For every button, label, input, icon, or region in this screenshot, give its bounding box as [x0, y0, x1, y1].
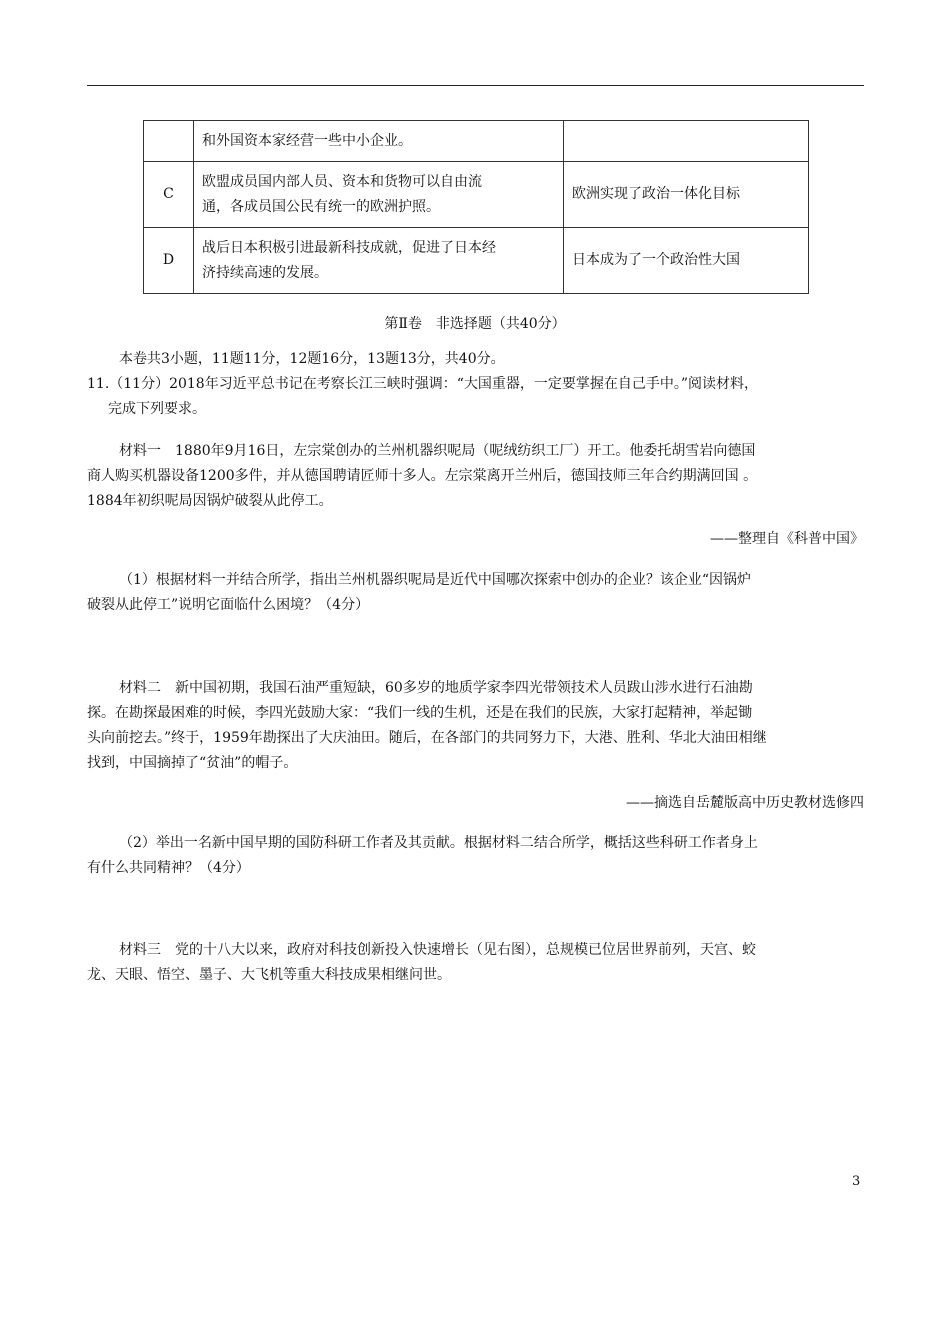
question-11-stem [87, 372, 864, 422]
option-conclusion: 日本成为了一个政治性大国 [564, 228, 809, 294]
question-2-line: 有什么共同精神？（4分） [87, 860, 250, 876]
answer-options-table [143, 120, 809, 294]
question-1-line: 破裂从此停工”说明它面临什么困境？（4分） [87, 597, 370, 613]
material-3-line: 龙、天眼、悟空、墨子、大飞机等重大科技成果相继问世。 [87, 967, 451, 983]
page-number: 3 [852, 1174, 861, 1189]
statement-line: 欧盟成员国内部人员、资本和货物可以自由流 [202, 173, 482, 190]
option-statement [194, 228, 564, 294]
material-1-line: 1884年初织呢局因锅炉破裂从此停工。 [87, 493, 333, 509]
section-title: 第Ⅱ卷 非选择题（共40分） [384, 316, 566, 332]
option-conclusion: 欧洲实现了政治一体化目标 [564, 162, 809, 228]
question-1 [87, 568, 864, 618]
option-statement [194, 162, 564, 228]
option-letter [144, 121, 194, 162]
material-3-line: 材料三 党的十八大以来，政府对科技创新投入快速增长（见右图），总规模已位居世界前列，天宫、蛟 [119, 942, 756, 958]
material-1-line: 商人购买机器设备1200多件，并从德国聘请匠师十多人。左宗棠离开兰州后，德国技师三年合约期满回国 。 [87, 468, 758, 484]
question-1-line: （1）根据材料一并结合所学，指出兰州机器织呢局是近代中国哪次探索中创办的企业？该企业“因锅炉 [119, 572, 752, 588]
material-2 [87, 676, 864, 776]
source-text: ——摘选自岳麓版高中历史教材选修四 [626, 795, 864, 811]
q11-line-1: 11.（11分）2018年习近平总书记在考察长江三峡时强调：“大国重器，一定要掌握在自己手中。”阅读材料， [87, 376, 759, 392]
material-2-source [87, 791, 864, 816]
material-1-line: 材料一 1880年9月16日，左宗棠创办的兰州机器织呢局（呢绒纺织工厂）开工。他委托胡雪岩向德国 [119, 443, 756, 459]
table-row [144, 228, 809, 294]
statement-line: 战后日本积极引进最新科技成就，促进了日本经 [202, 239, 496, 256]
material-2-line: 材料二 新中国初期，我国石油严重短缺，60多岁的地质学家李四光带领技术人员跋山涉水进行石油勘 [119, 680, 753, 696]
source-text: ——整理自《科普中国》 [710, 531, 864, 547]
option-letter: C [144, 162, 194, 228]
option-conclusion [564, 121, 809, 162]
question-2 [87, 831, 864, 881]
option-statement [194, 121, 564, 162]
material-3 [87, 938, 864, 988]
table-row [144, 162, 809, 228]
statement-line: 通，各成员国公民有统一的欧洲护照。 [202, 198, 440, 215]
material-2-line: 探。在勘探最困难的时候，李四光鼓励大家：“我们一线的生机，还是在我们的民族，大家打起精神，举起锄 [87, 705, 753, 721]
material-1-source [87, 527, 864, 552]
question-2-line: （2）举出一名新中国早期的国防科研工作者及其贡献。根据材料二结合所学，概括这些科研工作者身上 [119, 835, 758, 851]
material-1 [87, 439, 864, 514]
material-2-line: 头向前挖去。”终于，1959年勘探出了大庆油田。随后，在各部门的共同努力下，大港、胜利、华北大油田相继 [87, 730, 767, 746]
intro-text [87, 347, 864, 372]
statement-line: 和外国资本家经营一些中小企业。 [202, 132, 412, 149]
option-letter: D [144, 228, 194, 294]
material-2-line: 找到，中国摘掉了“贫油”的帽子。 [87, 755, 298, 771]
intro-line: 本卷共3小题，11题11分，12题16分，13题13分，共40分。 [119, 351, 505, 367]
q11-line-2: 完成下列要求。 [108, 401, 206, 417]
table-row [144, 121, 809, 162]
header-rule [87, 85, 864, 86]
statement-line: 济持续高速的发展。 [202, 264, 328, 281]
